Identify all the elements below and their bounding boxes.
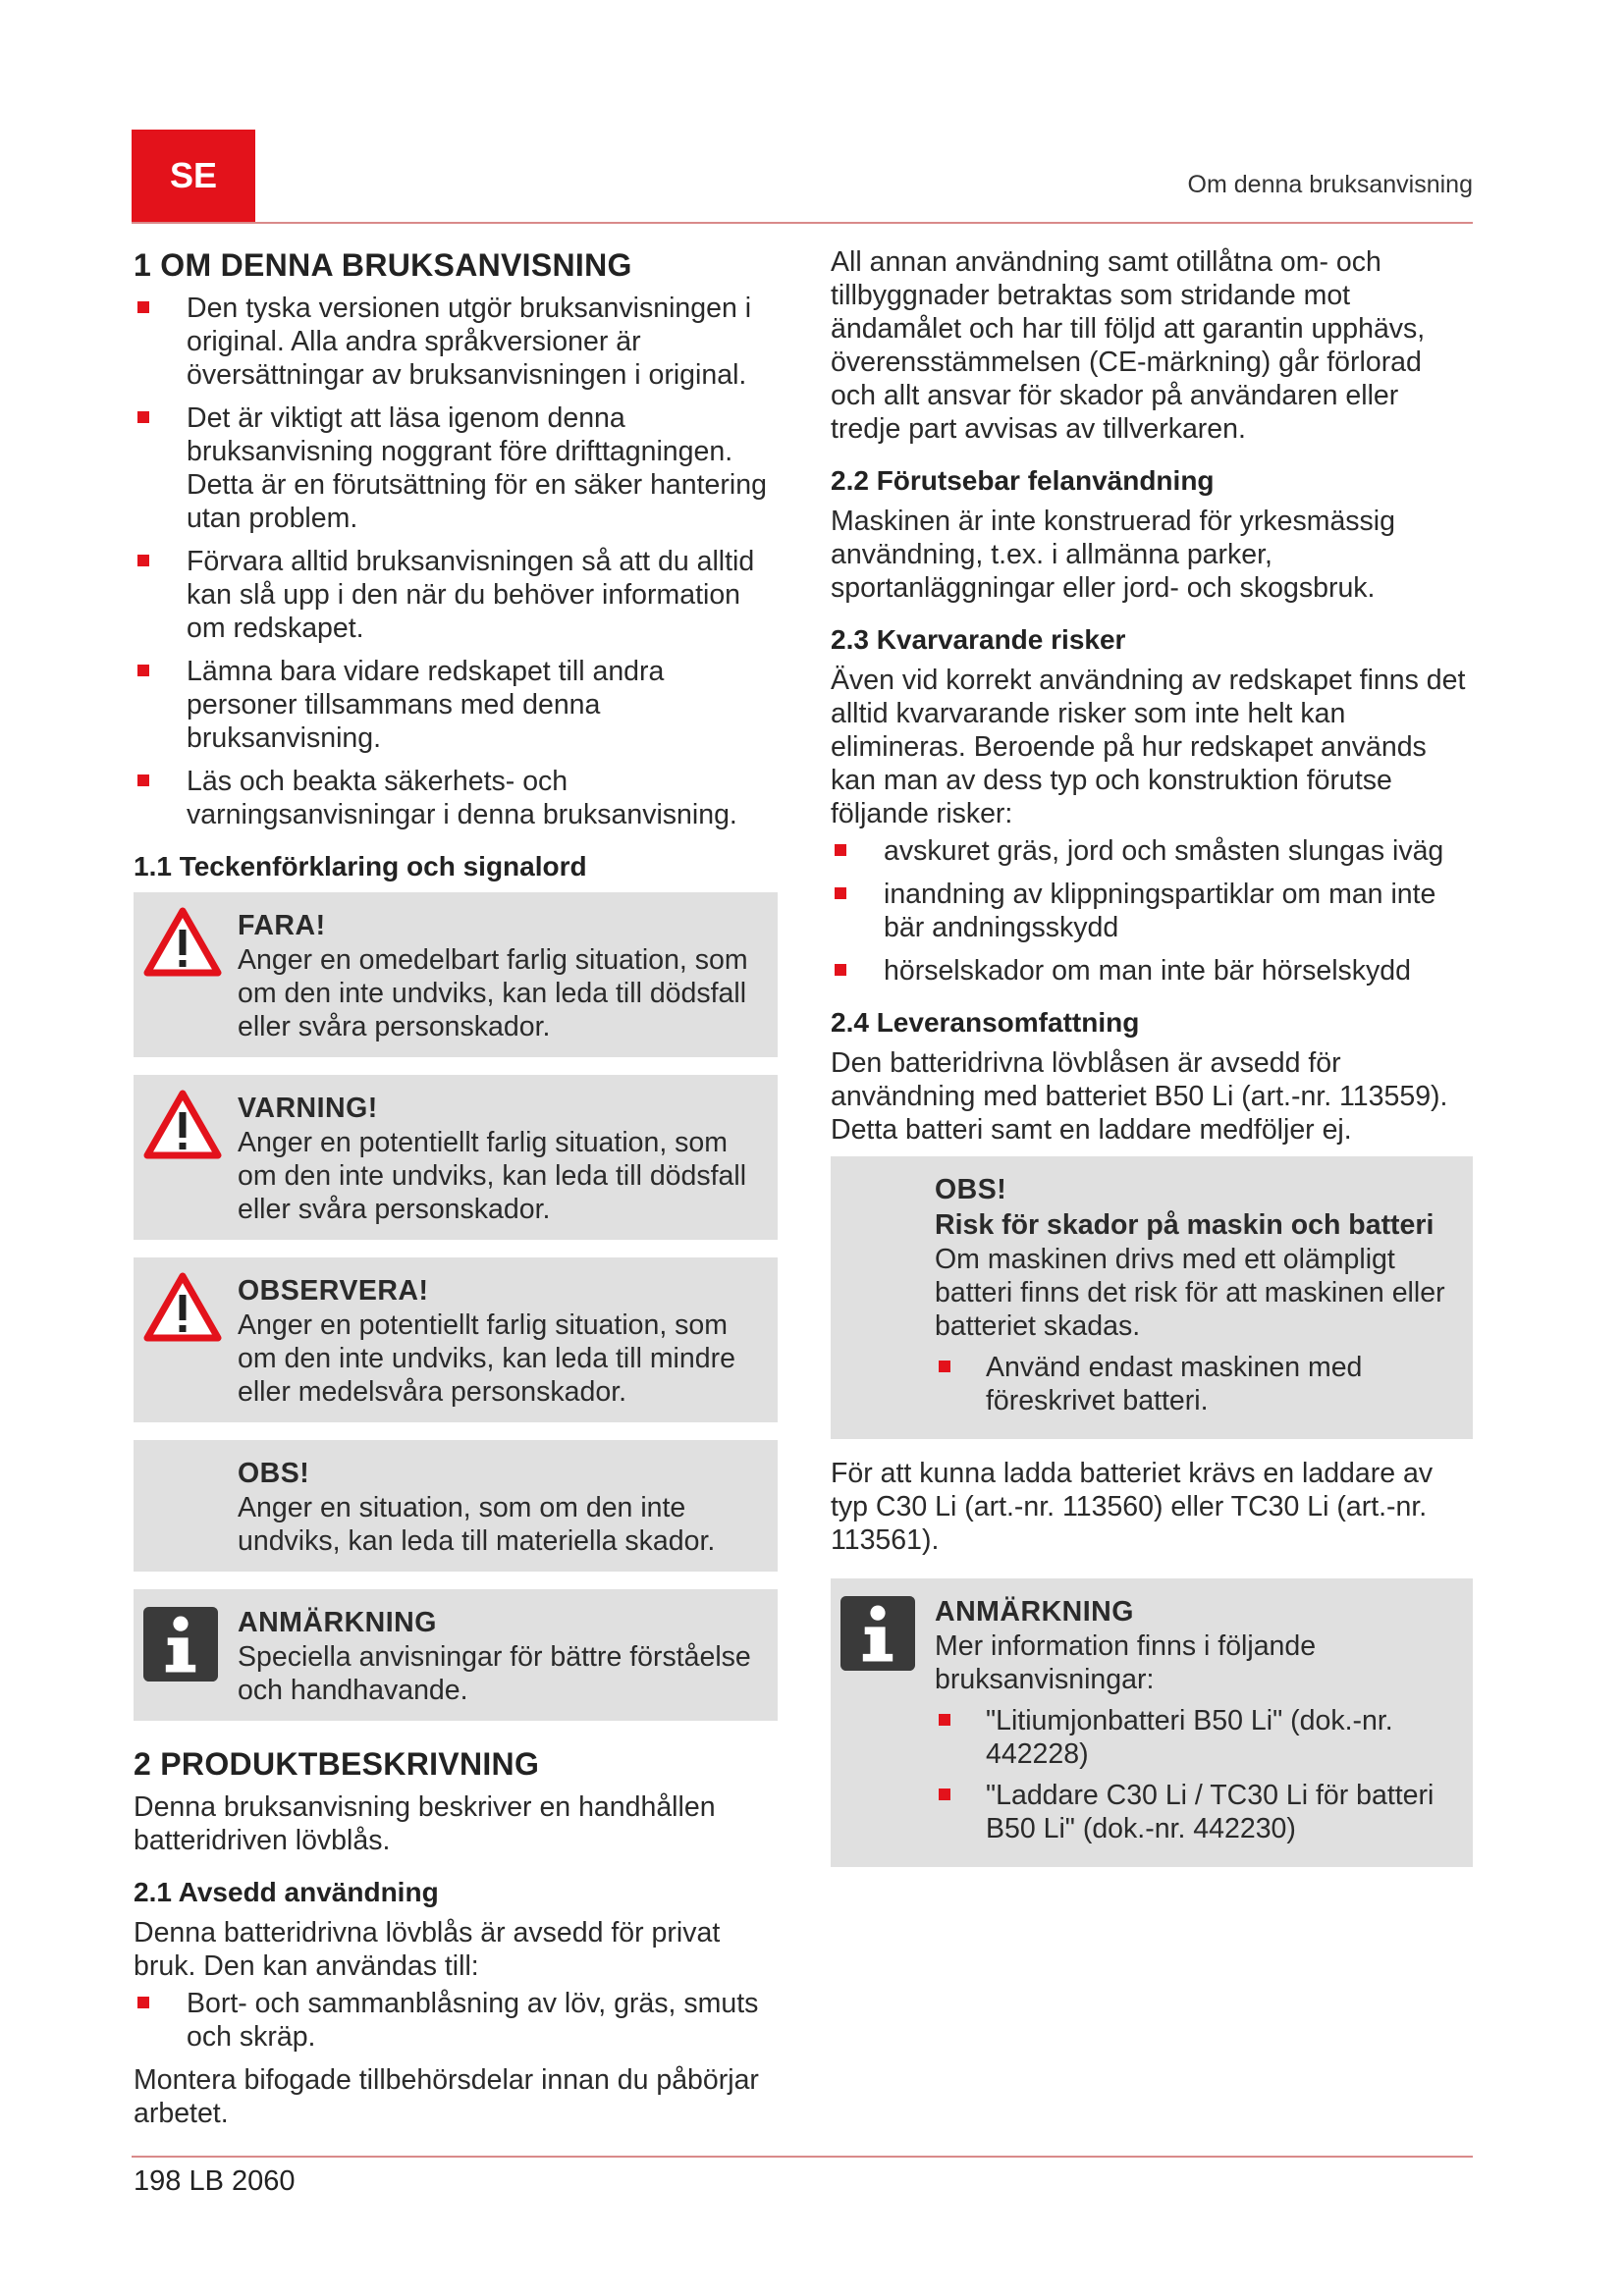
box-title: VARNING!: [238, 1093, 378, 1124]
box-text: Anger en omedelbart farlig situation, som om den inte undviks, kan leda till dödsfall eller svåra personskador.: [238, 944, 748, 1042]
header-rule: [132, 222, 1473, 224]
section-2-4-text-2: För att kunna ladda batteriet krävs en laddare av typ C30 Li (art.-nr. 113560) eller TC30 Li (art.-nr. 113561).: [831, 1458, 1434, 1556]
box-title: FARA!: [238, 910, 326, 941]
list-item: avskuret gräs, jord och småsten slungas iväg: [831, 834, 1473, 868]
box-text: Speciella anvisningar för bättre förståelse och handhavande.: [238, 1641, 751, 1706]
section-1-1-title: 1.1 Teckenförklaring och signalord: [134, 851, 587, 881]
box-text: Anger en potentiellt farlig situation, som om den inte undviks, kan leda till mindre eller medelsvåra personskador.: [238, 1309, 735, 1408]
header-title: Om denna bruksanvisning: [1187, 171, 1473, 198]
section-2-title: 2 PRODUKTBESKRIVNING: [134, 1746, 540, 1782]
info-icon: [840, 1596, 915, 1671]
obs-box: [831, 1156, 1473, 1439]
box-subtitle: Risk för skador på maskin och batteri: [935, 1209, 1435, 1241]
language-tab: SE: [132, 130, 255, 222]
section-2-3-text: Även vid korrekt användning av redskapet finns det alltid kvarvarande risker som inte helt kan elimineras. Beroende på hur redskapet används kan man av dess typ och konstruktion förutse följande risker:: [831, 665, 1466, 829]
page-footer: 198 LB 2060: [134, 2165, 296, 2197]
section-1-title: 1 OM DENNA BRUKSANVISNING: [134, 247, 632, 283]
box-list: [935, 1351, 1467, 1417]
list-item: Den tyska versionen utgör bruksanvisningen i original. Alla andra språkversioner är översättningar av bruksanvisningen i original.: [134, 292, 778, 392]
notice-box: [134, 1440, 778, 1572]
warning-triangle-icon: [143, 906, 222, 977]
caution-box: [134, 1257, 778, 1422]
section-1-list: [134, 292, 778, 831]
list-item: Bort- och sammanblåsning av löv, gräs, smuts och skräp.: [134, 1987, 778, 2054]
section-2-text: Denna bruksanvisning beskriver en handhållen batteridriven lövblås.: [134, 1791, 716, 1856]
list-item: inandning av klippningspartiklar om man inte bär andningsskydd: [831, 878, 1473, 944]
left-column: [134, 241, 778, 2134]
right-column: [831, 241, 1473, 1885]
info-icon: [143, 1607, 218, 1682]
section-2-3-list: [831, 834, 1473, 988]
box-title: ANMÄRKNING: [238, 1607, 437, 1638]
section-2-1-text: Denna batteridrivna lövblås är avsedd för privat bruk. Den kan användas till:: [134, 1917, 721, 1982]
section-2-1-list: [134, 1987, 778, 2054]
section-2-1-title: 2.1 Avsedd användning: [134, 1877, 439, 1907]
section-2-4-title: 2.4 Leveransomfattning: [831, 1007, 1140, 1038]
list-item: Använd endast maskinen med föreskrivet batteri.: [935, 1351, 1467, 1417]
box-title: ANMÄRKNING: [935, 1596, 1134, 1628]
list-item: Förvara alltid bruksanvisningen så att du alltid kan slå upp i den när du behöver information om redskapet.: [134, 545, 778, 645]
section-2-1-continued: All annan användning samt otillåtna om- och tillbyggnader betraktas som stridande mot ändamålet och har till följd att garantin upphävs, överensstämmelsen (CE-märkning) går förlorad och allt ansvar för skador på användaren eller tredje part avvisas av tillverkaren.: [831, 246, 1426, 445]
warning-triangle-icon: [143, 1089, 222, 1159]
section-2-3-title: 2.3 Kvarvarande risker: [831, 624, 1126, 655]
list-item: Lämna bara vidare redskapet till andra personer tillsammans med denna bruksanvisning.: [134, 655, 778, 755]
danger-box: [134, 892, 778, 1057]
box-title: OBS!: [935, 1174, 1007, 1205]
warning-triangle-icon: [143, 1271, 222, 1342]
note-box: [134, 1589, 778, 1721]
box-list: [935, 1704, 1467, 1845]
warning-box: [134, 1075, 778, 1240]
box-title: OBS!: [238, 1458, 310, 1489]
box-text: Anger en situation, som om den inte undviks, kan leda till materiella skador.: [238, 1492, 716, 1557]
section-2-2-text: Maskinen är inte konstruerad för yrkesmässig användning, t.ex. i allmänna parker, sportanläggningar eller jord- och skogsbruk.: [831, 506, 1395, 604]
note-box: [831, 1578, 1473, 1867]
box-text: Anger en potentiellt farlig situation, som om den inte undviks, kan leda till dödsfall eller svåra personskador.: [238, 1127, 747, 1225]
list-item: hörselskador om man inte bär hörselskydd: [831, 954, 1473, 988]
list-item: Läs och beakta säkerhets- och varningsanvisningar i denna bruksanvisning.: [134, 765, 778, 831]
list-item: "Litiumjonbatteri B50 Li" (dok.-nr. 442228): [935, 1704, 1467, 1771]
list-item: Det är viktigt att läsa igenom denna bruksanvisning noggrant före drifttagningen. Detta är en förutsättning för en säker hantering utan problem.: [134, 401, 778, 535]
footer-rule: [132, 2156, 1473, 2158]
box-title: OBSERVERA!: [238, 1275, 429, 1307]
section-2-4-text: Den batteridrivna lövblåsen är avsedd för användning med batteriet B50 Li (art.-nr. 113559). Detta batteri samt en laddare medföljer ej.: [831, 1047, 1448, 1146]
box-text: Om maskinen drivs med ett olämpligt batteri finns det risk för att maskinen eller batteriet skadas.: [935, 1244, 1445, 1342]
box-text: Mer information finns i följande bruksanvisningar:: [935, 1630, 1317, 1695]
section-2-1-after: Montera bifogade tillbehörsdelar innan du påbörjar arbetet.: [134, 2064, 759, 2129]
list-item: "Laddare C30 Li / TC30 Li för batteri B50 Li" (dok.-nr. 442230): [935, 1779, 1467, 1845]
section-2-2-title: 2.2 Förutsebar felanvändning: [831, 465, 1215, 496]
